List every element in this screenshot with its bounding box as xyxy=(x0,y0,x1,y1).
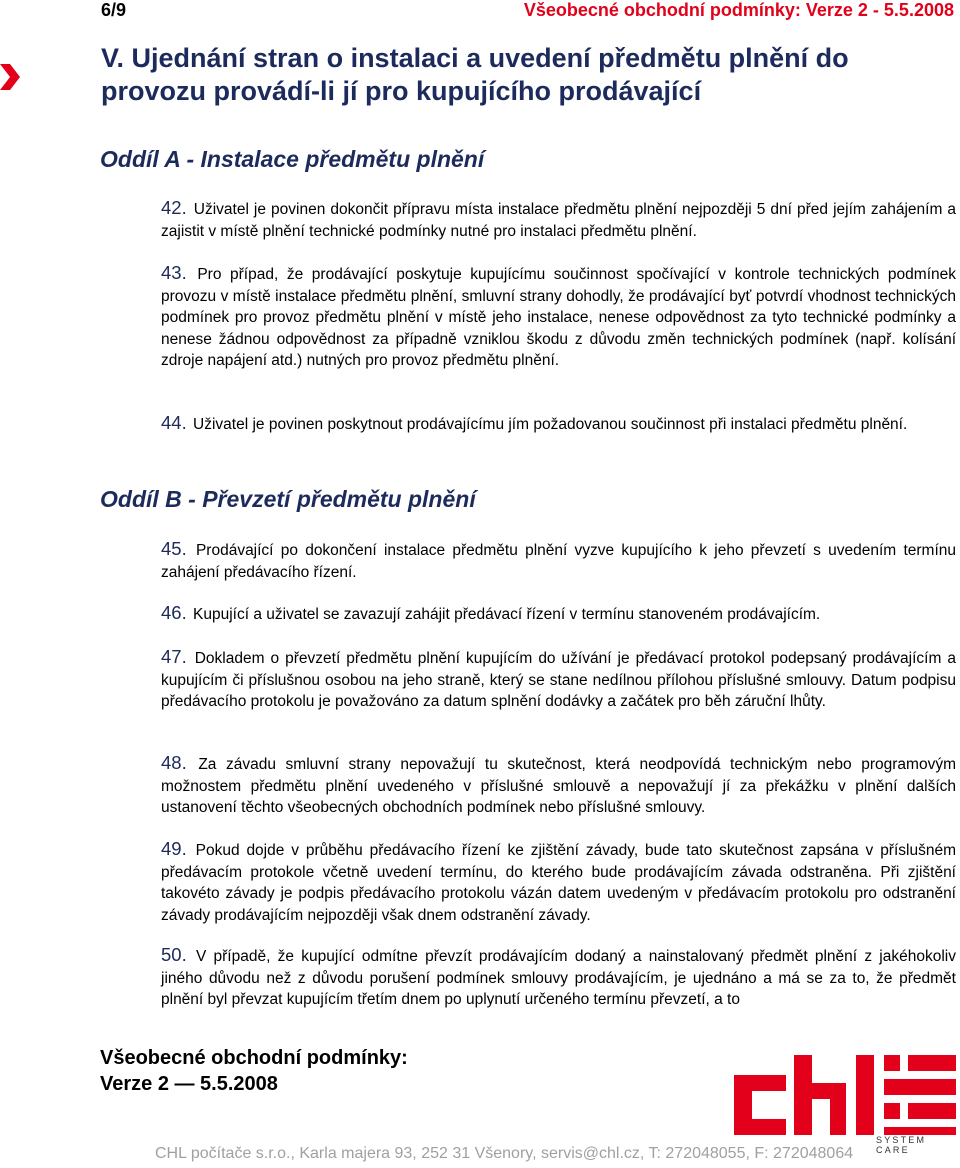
paragraph-number: 46. xyxy=(161,602,187,623)
paragraph-42 xyxy=(161,197,956,242)
subsection-a-heading: Oddíl A - Instalace předmětu plnění xyxy=(100,146,485,172)
paragraph-48 xyxy=(161,752,956,819)
paragraph-number: 49. xyxy=(161,838,187,859)
footer-title-line-1: Všeobecné obchodní podmínky: xyxy=(100,1047,408,1069)
paragraph-text: Pro případ, že prodávající poskytuje kupujícímu součinnost spočívající v kontrole technických podmínek provozu v místě instalace předmětu plnění, smluvní strany dohodly, že prodávající byť potvrdí vhodnost technických podmínek pro provoz předmětu plnění v místě jeho instalace, nenese odpovědnost za tyto technické podmínky a nenese žádnou odpovědnost za případně vzniklou škodu z důvodu změn technických podmínek (např. kolísání zdroje napájení atd.) nutných pro provoz předmětu plnění. xyxy=(161,266,957,370)
red-arrow-icon xyxy=(0,64,20,90)
paragraph-number: 50. xyxy=(161,944,187,965)
document-header-title: Všeobecné obchodní podmínky: Verze 2 - 5.5.2008 xyxy=(523,0,954,20)
page-number: 6/9 xyxy=(101,0,127,20)
subsection-b-heading: Oddíl B - Převzetí předmětu plnění xyxy=(100,486,476,512)
paragraph-text: Pokud dojde v průběhu předávacího řízení ke zjištění závady, bude tato skutečnost zapsána v příslušném předávacím protokole včetně uvedení termínu, do kterého bude prodávajícím závada odstraněna. Při zjištění takovéto závady je podpis předávacího protokolu vázán datem uvedeným v předávacím protokolu pro odstranění závady prodávajícím nejpozději však dnem odstranění závady. xyxy=(161,842,956,924)
footer-title xyxy=(100,1045,408,1097)
paragraph-text: Za závadu smluvní strany nepovažují tu skutečnost, která neodpovídá technickým nebo programovým možnostem předmětu plnění uvedeného v příslušné smlouvě a nepovažují jí za překážku v plnění dalších ustanovení těchto všeobecných obchodních podmínek nebo příslušné smlouvy. xyxy=(161,756,956,817)
paragraph-46 xyxy=(161,602,956,626)
paragraph-number: 43. xyxy=(161,262,187,283)
footer-contact-info: CHL počítače s.r.o., Karla majera 93, 252 31 Všenory, servis@chl.cz, T: 272048055, F: 272048064 xyxy=(155,1145,854,1162)
paragraph-number: 44. xyxy=(161,412,187,433)
paragraph-number: 47. xyxy=(161,646,187,667)
paragraph-number: 42. xyxy=(161,197,187,218)
section-heading-line-2: provozu provádí-li jí pro kupujícího prodávající xyxy=(101,76,702,106)
paragraph-43 xyxy=(161,262,956,372)
footer-title-line-2: Verze 2 — 5.5.2008 xyxy=(100,1073,278,1095)
paragraph-text: Uživatel je povinen poskytnout prodávajícímu jím požadovanou součinnost při instalaci předmětu plnění. xyxy=(193,416,908,433)
paragraph-number: 45. xyxy=(161,538,187,559)
paragraph-text: V případě, že kupující odmítne převzít prodávajícím dodaný a nainstalovaný předmět plnění z jakéhokoliv jiného důvodu než z důvodu porušení podmínek smlouvy prodávajícím, je ujednáno a má se za to, že předmět plnění byl převzat kupujícím třetím dnem po uplynutí určeného termínu převzetí, a to xyxy=(161,948,956,1009)
paragraph-47 xyxy=(161,646,956,713)
paragraph-44 xyxy=(161,412,956,436)
paragraph-text: Dokladem o převzetí předmětu plnění kupujícím do užívání je předávací protokol podepsaný prodávajícím a kupujícím či příslušnou osobou na jeho straně, který se stane nedílnou přílohou příslušné smlouvy. Datum podpisu předávacího protokolu je považováno za datum splnění dodávky a začátek pro běh záruční lhůty. xyxy=(161,650,957,711)
section-heading-line-1: V. Ujednání stran o instalaci a uvedení předmětu plnění do xyxy=(101,43,849,73)
paragraph-text: Prodávající po dokončení instalace předmětu plnění vyzve kupujícího k jeho převzetí s uvedením termínu zahájení předávacího řízení. xyxy=(161,542,956,581)
section-heading xyxy=(101,42,921,108)
paragraph-45 xyxy=(161,538,956,583)
logo-caption: SYSTEM CARE xyxy=(876,1135,927,1155)
paragraph-text: Uživatel je povinen dokončit přípravu místa instalace předmětu plnění nejpozději 5 dní před jejím zahájením a zajistit v místě plnění technické podmínky nutné pro instalaci předmětu plnění. xyxy=(161,201,957,240)
paragraph-number: 48. xyxy=(161,752,187,773)
paragraph-49 xyxy=(161,838,956,926)
paragraph-50 xyxy=(161,944,956,1011)
paragraph-text: Kupující a uživatel se zavazují zahájit předávací řízení v termínu stanoveném prodávajícím. xyxy=(193,606,821,623)
